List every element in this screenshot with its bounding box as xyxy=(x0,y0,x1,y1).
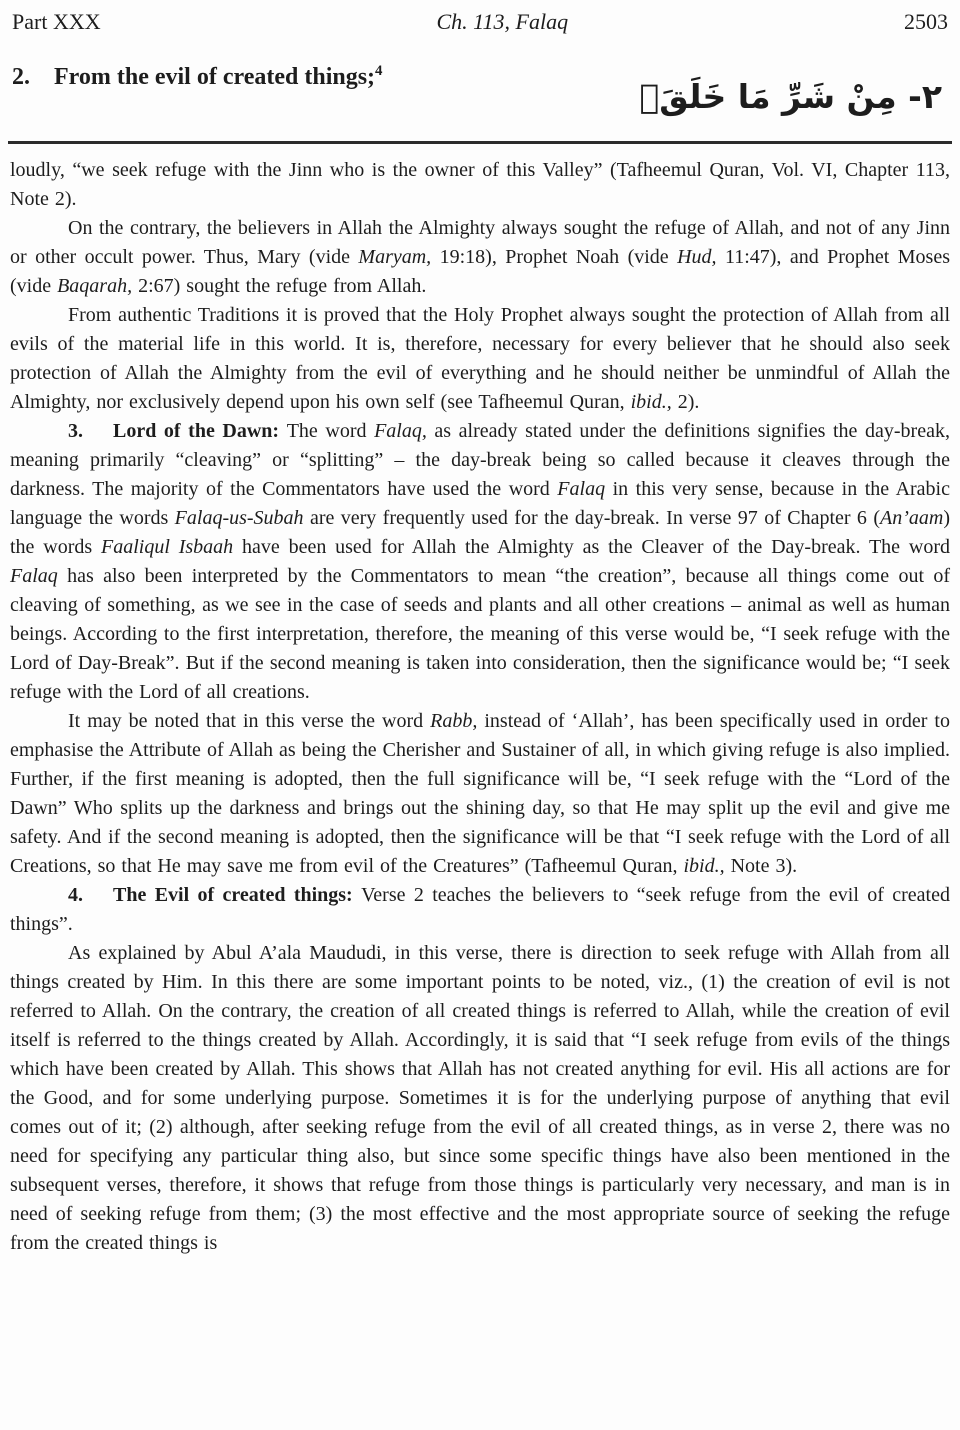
commentary-body xyxy=(0,144,960,1258)
verse-arabic-text: ٢- مِنْ شَرِّ مَا خَلَقَۙ xyxy=(639,77,942,116)
verse-translation: 2. From the evil of created things;$^4$ xyxy=(12,63,383,90)
page-header xyxy=(0,0,960,35)
commentary-paragraph: It may be noted that in this verse the word Rabb, instead of ‘Allah’, has been specifically used in order to emphasise the Attribute of Allah as being the Cherisher and Sustainer of all, in which giving refuge is also implied. Further, if the first meaning is adopted, then the full significance will be, “I seek refuge with the “Lord of the Dawn” Who splits up the darkness and brings out the shining day, so that He may split up the evil and give me safety. And if the second meaning is adopted, then the significance will be that “I seek refuge with the Lord of all Creations, so that He may save me from evil of the Creatures” (Tafheemul Quran, ibid., Note 3). xyxy=(10,710,950,877)
commentary-paragraph: On the contrary, the believers in Allah the Almighty always sought the refuge of Allah, and not of any Jinn or other occult power. Thus, Mary (vide Maryam, 19:18), Prophet Noah (vide Hud, 11:47), and Prophet Moses (vide Baqarah, 2:67) sought the refuge from Allah. xyxy=(10,217,950,297)
header-page-number: 2503 xyxy=(903,9,948,34)
verse-section xyxy=(0,35,960,127)
header-part-label: Part XXX xyxy=(12,9,101,34)
commentary-paragraph: 4. The Evil of created things: Verse 2 teaches the believers to “seek refuge from the evil of created things”. xyxy=(10,884,950,935)
commentary-paragraph: From authentic Traditions it is proved that the Holy Prophet always sought the protection of Allah from all evils of the material life in this world. It is, therefore, necessary for every believer that he should also seek protection of Allah the Almighty from the evil of everything and he should neither be unmindful of Allah the Almighty, nor exclusively depend upon his own self (see Tafheemul Quran, ibid., 2). xyxy=(10,304,950,413)
header-chapter-title: Ch. 113, Falaq xyxy=(436,9,569,34)
commentary-paragraph: 3. Lord of the Dawn: The word Falaq, as already stated under the definitions signifies the day-break, meaning primarily “cleaving” or “splitting” – the day-break being so called because it cleaves through the darkness. The majority of the Commentators have used the word Falaq in this very sense, because in the Arabic language the words Falaq-us-Subah are very frequently used for the day-break. In verse 97 of Chapter 6 (An’aam) the words Faaliqul Isbaah have been used for Allah the Almighty as the Cleaver of the Day-break. The word Falaq has also been interpreted by the Commentators to mean “the creation”, because all things come out of cleaving of something, as we see in the case of seeds and plants and all other creations – animal as well as human beings. According to the first interpretation, therefore, the meaning of this verse would be, “I seek refuge with the Lord of Day-Break”. But if the second meaning is taken into consideration, then the significance would be; “I seek refuge with the Lord of all creations. xyxy=(10,420,950,703)
commentary-paragraph: As explained by Abul A’ala Maududi, in this verse, there is direction to seek refuge with Allah from all things created by Him. In this there are some important points to be noted, viz., (1) the creation of evil is not referred to Allah. On the contrary, the creation of all created things is referred to Allah, while the creation of evil itself is referred to the things created by Allah. Accordingly, it is said that “I seek refuge from evils of the things which have been created by Allah. This shows that Allah has not created anything for evil. His all actions are for the Good, and for some underlying purpose. Sometimes it is for the underlying purpose of anything that evil comes out of it; (2) although, after seeking refuge from the evil of all created things, as in verse 2, there was no need for specifying any particular thing also, but since some specific things have also been mentioned in the subsequent verses, therefore, it shows that refuge from those things is particularly very necessary, and man is in need of seeking refuge from them; (3) the most effective and the most appropriate source of seeking the refuge from the created things is xyxy=(10,942,950,1254)
commentary-paragraph: loudly, “we seek refuge with the Jinn who is the owner of this Valley” (Tafheemul Quran, Vol. VI, Chapter 113, Note 2). xyxy=(10,159,950,210)
